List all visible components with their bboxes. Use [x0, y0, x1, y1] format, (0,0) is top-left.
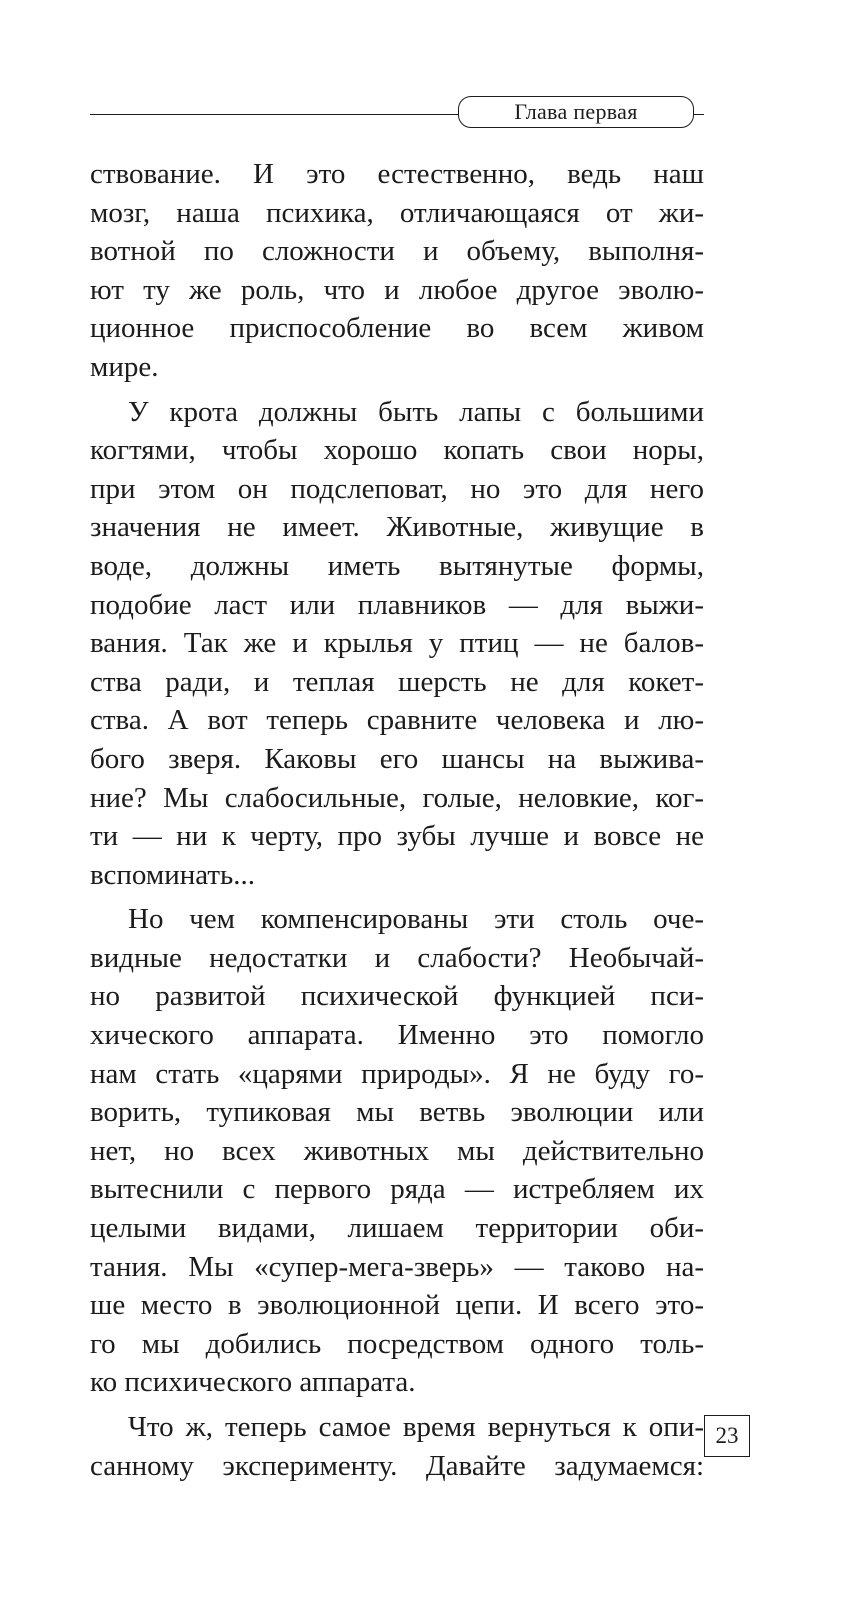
text-line: ше место в эволюционной цепи. И всего это-	[90, 1289, 704, 1322]
chapter-title: Глава первая	[458, 96, 694, 128]
text-line: вытеснили с первого ряда — истребляем их	[90, 1173, 704, 1206]
paragraph	[90, 155, 704, 387]
text-line: санному эксперименту. Давайте задумаемся:	[90, 1449, 704, 1482]
text-line: видные недостатки и слабости? Необычай-	[90, 941, 704, 974]
page-number: 23	[704, 1415, 750, 1457]
text-line: нет, но всех животных мы действительно	[90, 1134, 704, 1167]
text-line: целыми видами, лишаем территории оби-	[90, 1212, 704, 1245]
text-line: Что ж, теперь самое время вернуться к опи-	[128, 1411, 704, 1443]
text-line: ства ради, и теплая шерсть не для кокет-	[90, 665, 704, 698]
body-text	[90, 155, 704, 1485]
text-line: подобие ласт или плавников — для выжи-	[90, 588, 704, 621]
text-line: вспоминать...	[90, 858, 256, 891]
text-line: ти — ни к черту, про зубы лучше и вовсе не	[90, 820, 704, 853]
text-line: ворить, тупиковая мы ветвь эволюции или	[90, 1096, 704, 1129]
text-line: бого зверя. Каковы его шансы на выжива-	[90, 742, 704, 775]
header-rule-right	[694, 114, 704, 115]
paragraph	[90, 393, 704, 895]
paragraph	[90, 900, 704, 1402]
text-line: ства. А вот теперь сравните человека и лю-	[90, 704, 704, 737]
text-line: ко психического аппарата.	[90, 1366, 416, 1399]
text-line: мозг, наша психика, отличающаяся от жи-	[90, 196, 704, 229]
paragraph	[90, 1408, 704, 1485]
text-line: У крота должны быть лапы с большими	[128, 395, 704, 428]
running-header	[90, 94, 704, 130]
text-line: вотной по сложности и объему, выполня-	[90, 235, 704, 268]
text-line: воде, должны иметь вытянутые формы,	[90, 549, 704, 582]
text-line: ствование. И это естественно, ведь наш	[90, 158, 704, 190]
text-line: нам стать «царями природы». Я не буду го-	[90, 1057, 704, 1090]
text-line: хического аппарата. Именно это помогло	[90, 1019, 704, 1052]
text-line: вания. Так же и крылья у птиц — не балов-	[90, 627, 704, 660]
text-line: мире.	[90, 350, 159, 383]
text-line: ют ту же роль, что и любое другое эволю-	[90, 273, 704, 306]
text-line: ние? Мы слабосильные, голые, неловкие, ког-	[90, 781, 704, 814]
text-line: значения не имеет. Животные, живущие в	[90, 511, 704, 544]
text-line: при этом он подслеповат, но это для него	[90, 472, 704, 505]
text-line: когтями, чтобы хорошо копать свои норы,	[90, 434, 704, 467]
text-line: но развитой психической функцией пси-	[90, 980, 704, 1013]
text-line: го мы добились посредством одного толь-	[90, 1327, 704, 1360]
text-line: тания. Мы «супер-мега-зверь» — таково на-	[90, 1250, 704, 1283]
text-line: Но чем компенсированы эти столь оче-	[128, 903, 704, 936]
text-line: ционное приспособление во всем живом	[90, 312, 704, 345]
header-rule-left	[90, 114, 458, 115]
